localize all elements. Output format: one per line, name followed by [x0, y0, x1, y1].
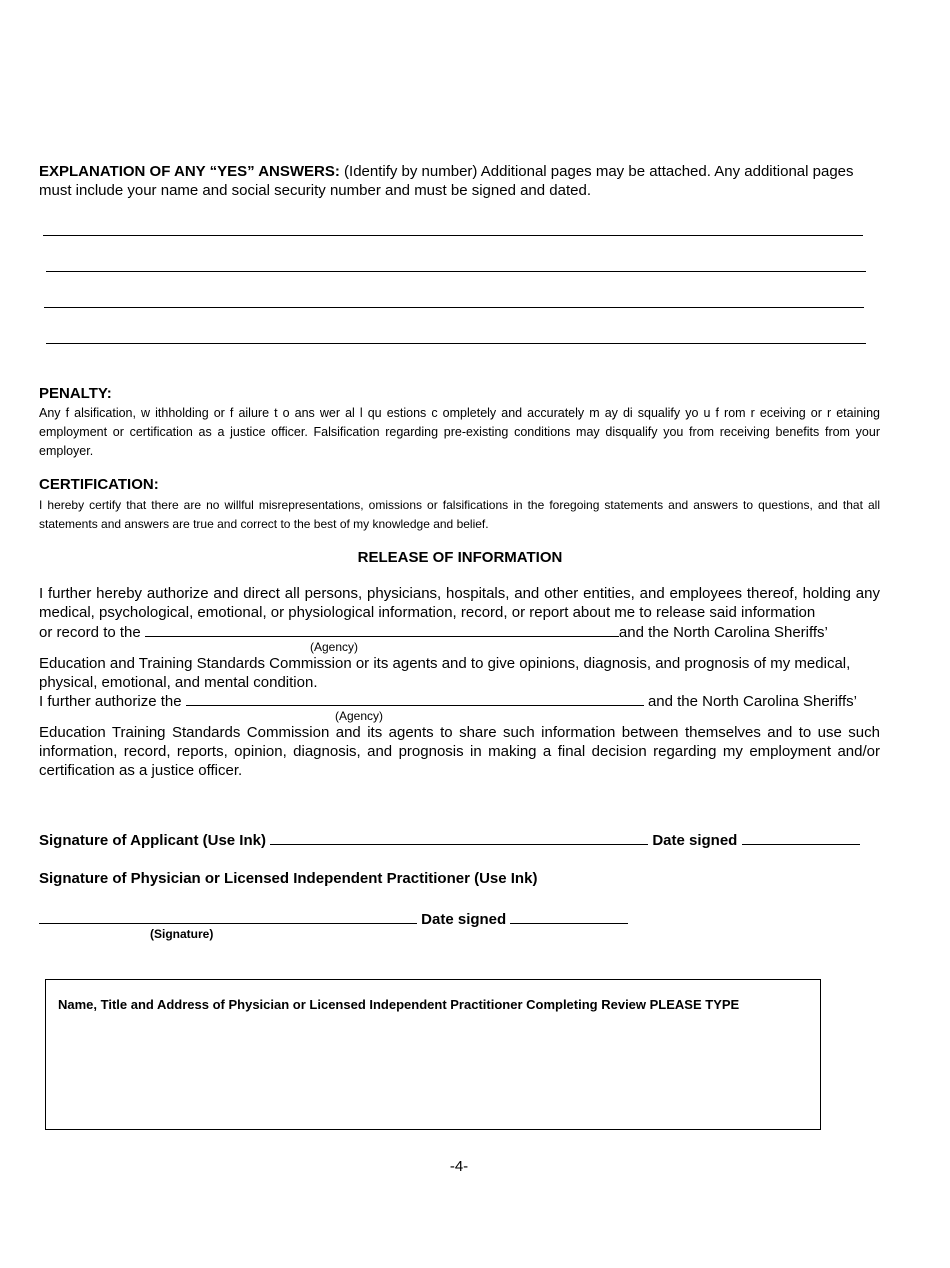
page-number: -4- [449, 1158, 469, 1175]
physician-signature-heading: Signature of Physician or Licensed Independent Practitioner (Use Ink) [39, 870, 538, 887]
agency-caption-2: (Agency) [335, 709, 384, 723]
release-line-1 [39, 622, 899, 642]
release-line-1-suffix: and the North Carolina Sheriffs’ [618, 624, 828, 641]
physician-signature-row [39, 909, 628, 929]
agency-field-2[interactable] [186, 691, 644, 706]
release-heading: RELEASE OF INFORMATION [357, 549, 563, 566]
release-line-2-prefix: I further authorize the [39, 693, 182, 710]
penalty-text: Any f alsification, w ithholding or f ailure t o ans wer al l qu estions c ompletely and accurately m ay di squalify yo u f rom r eceiving or r etaining employment or certification as a justice officer. Falsification regarding pre-existing conditions may disqualify you from receiving benefits from your employer. [39, 406, 880, 458]
applicant-date-field[interactable] [742, 830, 860, 845]
physician-date-label: Date signed [421, 911, 507, 928]
release-para-3: Education Training Standards Commission and its agents to share such information between themselves and to use such information, record, reports, opinion, diagnosis, and prognosis in making a final decision regarding my employment and/or certification as a justice officer. [39, 724, 880, 779]
physician-info-label: Name, Title and Address of Physician or Licensed Independent Practitioner Completing Review PLEASE TYPE [58, 997, 740, 1012]
answer-line-1[interactable] [43, 235, 863, 236]
release-line-2-suffix: and the North Carolina Sheriffs’ [647, 693, 857, 710]
explanation-heading: EXPLANATION OF ANY “YES” ANSWERS: [39, 163, 340, 180]
certification-text: I hereby certify that there are no willful misrepresentations, omissions or falsifications in the foregoing statements and answers to questions, and that all statements and answers are true and correct to the best of my knowledge and belief. [39, 498, 880, 531]
applicant-signature-row [39, 830, 860, 850]
physician-date-field[interactable] [510, 909, 628, 924]
physician-info-box[interactable] [45, 979, 821, 1130]
physician-signature-field[interactable] [39, 909, 417, 924]
agency-field-1[interactable] [145, 622, 619, 637]
explanation-section [39, 162, 859, 200]
applicant-signature-label: Signature of Applicant (Use Ink) [39, 832, 266, 849]
penalty-heading: PENALTY: [39, 385, 112, 402]
applicant-signature-field[interactable] [270, 830, 648, 845]
answer-line-3[interactable] [44, 307, 864, 308]
answer-line-4[interactable] [46, 343, 866, 344]
signature-caption: (Signature) [150, 927, 214, 941]
certification-heading: CERTIFICATION: [39, 476, 159, 493]
release-line-1-prefix: or record to the [39, 624, 141, 641]
release-para-2: Education and Training Standards Commission or its agents and to give opinions, diagnosis, and prognosis of my medical, physical, emotional, and mental condition. [39, 655, 851, 691]
release-para-1: I further hereby authorize and direct all persons, physicians, hospitals, and other entities, and employees thereof, holding any medical, psychological, emotional, or physiological information, record, or report about me to release said information [39, 585, 880, 621]
applicant-date-label: Date signed [652, 832, 738, 849]
release-line-2 [39, 691, 899, 711]
explanation-text: (Identify by number) Additional pages may be attached. Any additional pages must include your name and social security number and must be signed and dated. [39, 163, 854, 199]
agency-caption-1: (Agency) [310, 640, 359, 654]
answer-line-2[interactable] [46, 271, 866, 272]
